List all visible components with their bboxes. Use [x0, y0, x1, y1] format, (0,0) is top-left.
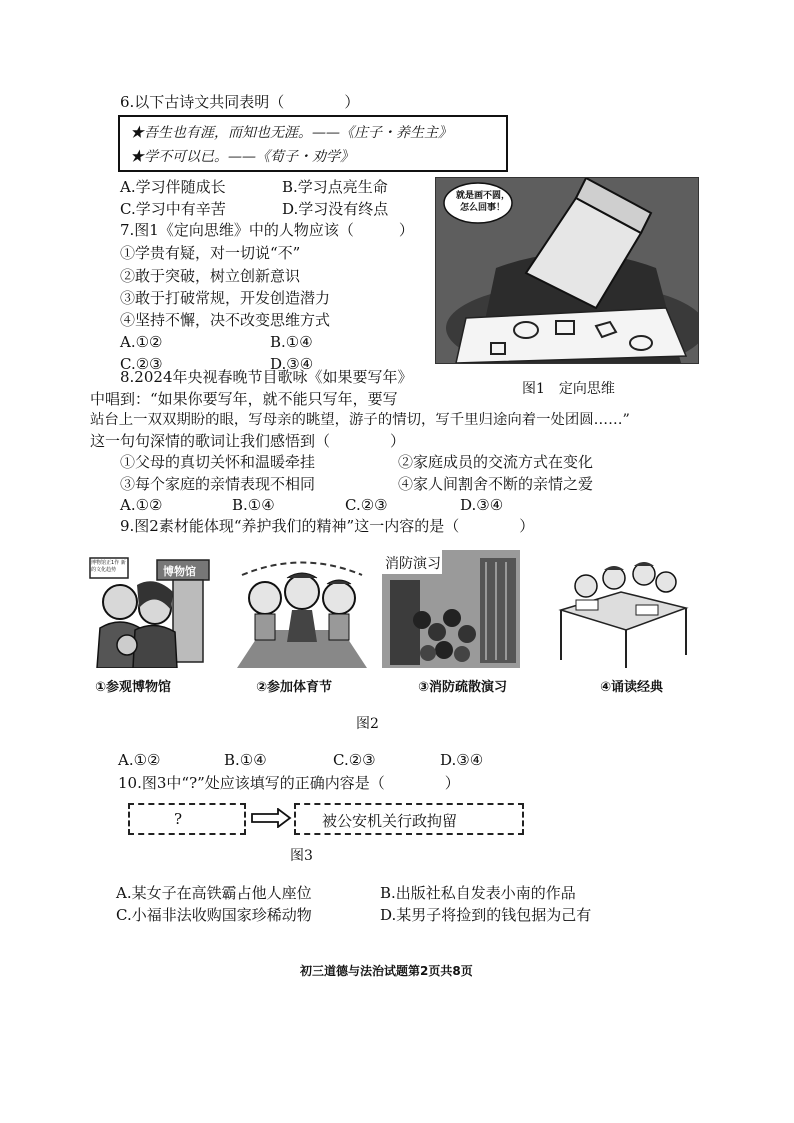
figure-2-museum-image: [85, 550, 215, 668]
q8-line-1: 8.2024年央视春晚节目歌咏《如果要写年》: [120, 368, 413, 386]
q7-option-a: A.①②: [120, 333, 163, 351]
q8-line-4: 这一句句深情的歌词让我们感悟到（ ）: [90, 432, 406, 450]
figure-2-caption-3: ③消防疏散演习: [418, 680, 508, 695]
q6-option-a: A.学习伴随成长: [120, 178, 226, 196]
figure-2-caption-4: ④诵读经典: [600, 680, 664, 695]
figure-1-bubble-line-1: 就是画不圆，: [456, 191, 511, 201]
figure-2-museum-sign: 博物馆: [163, 565, 196, 578]
q6-quote-1: ★吾生也有涯，而知也无涯。——《庄子・养生主》: [130, 125, 452, 141]
figure-2-caption: 图2: [356, 716, 379, 732]
q10-option-a: A.某女子在高铁霸占他人座位: [116, 884, 312, 902]
figure-1-caption: 图1 定向思维: [522, 381, 615, 397]
figure-3-left-box: [128, 803, 246, 835]
q8-option-b: B.①④: [232, 496, 275, 514]
page-footer: 初三道德与法治试题第2页共8页: [300, 964, 473, 978]
figure-2-caption-1: ①参观博物馆: [95, 680, 172, 695]
figure-2-reading-image: [556, 550, 691, 668]
q7-item-2: ②敢于突破，树立创新意识: [120, 267, 301, 285]
figure-1-bubble-line-2: 怎么回事！: [460, 203, 506, 213]
q7-option-d: D.③④: [270, 355, 314, 373]
q9-option-d: D.③④: [440, 751, 484, 769]
q9-option-c: C.②③: [333, 751, 376, 769]
figure-2-caption-2: ②参加体育节: [256, 680, 333, 695]
q7-stem: 7.图1《定向思维》中的人物应该（ ）: [120, 221, 414, 239]
q6-stem: 6.以下古诗文共同表明（ ）: [120, 93, 360, 111]
arrow-right-icon: [250, 808, 292, 832]
q9-option-a: A.①②: [118, 751, 161, 769]
q7-option-b: B.①④: [270, 333, 313, 351]
q8-line-3: 站台上一双双期盼的眼，写母亲的眺望，游子的情切，写千里归途向着一处团圆……”: [90, 412, 630, 428]
figure-3-right-box: [294, 803, 524, 835]
q8-item-2: ②家庭成员的交流方式在变化: [398, 453, 594, 471]
q10-option-b: B.出版社私自发表小南的作品: [380, 884, 576, 902]
figure-3-caption: 图3: [290, 848, 313, 864]
q7-item-4: ④坚持不懈，决不改变思维方式: [120, 311, 331, 329]
q8-option-c: C.②③: [345, 496, 388, 514]
q7-item-1: ①学贵有疑，对一切说“不”: [120, 244, 301, 262]
q7-option-c: C.②③: [120, 355, 163, 373]
q8-item-4: ④家人间割舍不断的亲情之爱: [398, 475, 594, 493]
q8-option-d: D.③④: [460, 496, 504, 514]
figure-3-question-mark: ?: [174, 810, 183, 828]
q6-option-b: B.学习点亮生命: [282, 178, 388, 196]
figure-3-result-text: 被公安机关行政拘留: [322, 812, 458, 830]
q6-quote-2: ★学不可以已。——《荀子・劝学》: [130, 149, 354, 165]
q9-stem: 9.图2素材能体现“养护我们的精神”这一内容的是（ ）: [120, 517, 535, 535]
q6-option-c: C.学习中有辛苦: [120, 200, 226, 218]
q10-option-d: D.某男子将捡到的钱包据为己有: [380, 906, 592, 924]
q9-option-b: B.①④: [224, 751, 267, 769]
figure-1-image: [435, 177, 699, 364]
q8-line-2: 中唱到：“如果你要写年，就不能只写年，要写: [90, 390, 398, 408]
q6-option-d: D.学习没有终点: [282, 200, 389, 218]
figure-2-sports-image: [237, 550, 367, 668]
q8-item-3: ③每个家庭的亲情表现不相同: [120, 475, 316, 493]
q10-option-c: C.小福非法收购国家珍稀动物: [116, 906, 312, 924]
figure-2-fire-drill-label: 消防演习: [385, 556, 441, 572]
figure-2-poster-text: 博物馆正1作 新的文化趋势: [91, 560, 126, 573]
q7-item-3: ③敢于打破常规，开发创造潜力: [120, 289, 331, 307]
q8-option-a: A.①②: [120, 496, 163, 514]
figure-2-fire-drill-image: [382, 550, 520, 668]
q6-quote-box: [118, 115, 508, 172]
q10-stem: 10.图3中“?”处应该填写的正确内容是（ ）: [118, 774, 460, 792]
q8-item-1: ①父母的真切关怀和温暖牵挂: [120, 453, 316, 471]
